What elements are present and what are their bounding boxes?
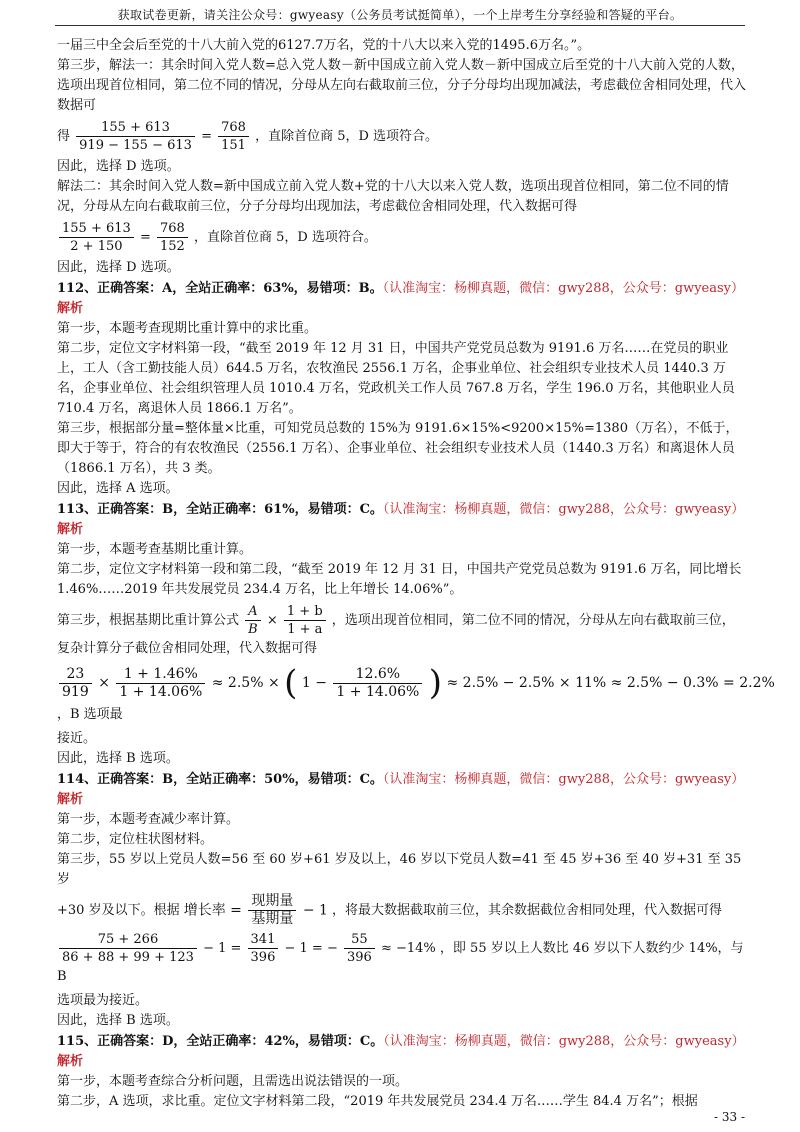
frac-numerator: 1 + b: [284, 603, 326, 621]
minus-one: − 1: [302, 902, 328, 919]
frac-denominator: 152: [159, 239, 185, 254]
q112-heading: [57, 279, 747, 299]
q113-step3: [57, 603, 747, 660]
q113-heading: [57, 500, 747, 520]
q112-step3: 第三步，根据部分量=整体量×比重，可知党员总数的 15%为 9191.6×15%<9200×15%=1380（万名），不低于，即大于等于，符合的有农牧渔民（2556.1 万名）、企事业单位、社会组织专业技术人员（1440.3 万名）和离退休人员（1866.1 万名），共 3 类。: [57, 421, 739, 476]
frac-growth: [284, 603, 326, 638]
q111-sol2: 解法二：其余时间入党人数=新中国成立前入党人数+党的十八大以来入党人数，选项出现首位相同，第二位不同的情况，分母从左向右截取前三位，分子分母均出现加法，考虑截位舍相同处理，代入数据可得: [57, 179, 729, 214]
frac-denominator: 1 + a: [287, 622, 323, 637]
q113-step2: 第二步，定位文字材料第一段和第二段，“截至 2019 年 12 月 31 日，中国共产党党员总数为 9191.6 万名，同比增长 1.46%……2019 年共发展党员 234.4 万名，比上年增长 14.06%”。: [57, 562, 742, 597]
times-sign: ×: [266, 613, 278, 628]
right-paren-icon: ): [428, 663, 443, 703]
minus-one-equals: − 1 =: [203, 941, 242, 956]
q111-frac2-result: [157, 220, 188, 255]
q111-after2: ，直除首位商 5，D 选项符合。: [193, 230, 377, 245]
frac-numerator: 1 + 1.46%: [116, 666, 205, 684]
calc-after: ，即 55 岁以上人数比 46 岁以下人数约少 14%，与 B: [57, 941, 744, 984]
frac-55-396: [344, 931, 375, 966]
q114-therefore: 因此，选择 B 选项。: [57, 1013, 179, 1028]
q114-step3: 第三步，55 岁以上党员人数=56 至 60 岁+61 岁及以上，46 岁以下党员人数=41 至 45 岁+36 至 40 岁+31 至 35 岁: [57, 852, 742, 887]
q111-formula1: [57, 119, 747, 154]
answer-line: 113、正确答案：B，全站正确率：61%，易错项：C。: [57, 502, 383, 517]
q111-after1: ，直除首位商 5，D 选项符合。: [255, 129, 439, 144]
frac-numerator: 23: [59, 666, 92, 684]
header-rule: [55, 25, 745, 26]
q113-calc-math: [57, 663, 775, 703]
answer-line: 114、正确答案：B，全站正确率：50%，易错项：C。: [57, 772, 383, 787]
growth-rate-label: 增长率 =: [183, 902, 242, 919]
q115-jiexi-label: 解析: [57, 1054, 84, 1069]
promo-text: （认准淘宝：杨柳真题，微信：gwy288，公众号：gwyeasy）: [382, 772, 745, 787]
q115-step2: 第二步，A 选项，求比重。定位文字材料第二段，“2019 年共发展党员 234.4 万名……学生 84.4 万名”；根据: [57, 1094, 698, 1109]
frac-denominator: 2 + 150: [70, 239, 123, 254]
q114-jiexi-label: 解析: [57, 792, 84, 807]
step3-suffix: ，选项出现首位相同，第二位不同的情况，分母从左向右截取前三位，复杂计算分子截位舍相同处理，代入数据可得: [57, 613, 735, 656]
left-paren-icon: (: [284, 663, 298, 703]
frac-growth-values: [116, 666, 205, 701]
frac-current-over-base: [248, 893, 296, 928]
q111-step3: 第三步，解法一：其余时间入党人数=总入党人数－新中国成立前入党人数－新中国成立后至党的十八大前入党的人数，选项出现首位相同，第二位不同的情况，分母从左向右截取前三位，分子分母均出现加减法，考虑截位舍相同处理，代入数据可: [57, 58, 747, 113]
frac-sum: [59, 931, 197, 966]
q111-frac1-result: [218, 119, 249, 154]
frac-denominator: 1 + 14.06%: [119, 683, 203, 700]
q111-math1: [74, 119, 251, 154]
frac-341-396: [248, 931, 279, 966]
q115-heading: [57, 1032, 747, 1052]
q111-formula2: [57, 220, 747, 255]
q114-step1: 第一步，本题考查减少率计算。: [57, 812, 240, 827]
q113-jiexi-label: 解析: [57, 522, 84, 537]
approx-result: ≈ −14%: [380, 941, 436, 956]
page-header: 获取试卷更新，请关注公众号：gwyeasy（公务员考试挺简单），一个上岸考生分享经验和答疑的平台。: [117, 8, 683, 22]
step3-prefix: 第三步，根据基期比重计算公式: [57, 613, 240, 628]
base-ratio-formula: [243, 603, 328, 638]
frac-numerator: 12.6%: [333, 666, 422, 684]
q112-therefore: 因此，选择 A 选项。: [57, 481, 179, 496]
q113-step1: 第一步，本题考查基期比重计算。: [57, 542, 253, 557]
promo-text: （认准淘宝：杨柳真题，微信：gwy288，公众号：gwyeasy）: [383, 1034, 745, 1049]
equals-sign: =: [201, 129, 212, 144]
frac-decline: [333, 666, 422, 701]
q111-therefore1: 因此，选择 D 选项。: [57, 159, 180, 174]
step3b-suffix: ，将最大数据截取前三位，其余数据截位舍相同处理，代入数据可得: [332, 903, 723, 918]
page-content: [57, 36, 775, 1112]
q112-step2: 第二步，定位文字材料第一段，“截至 2019 年 12 月 31 日，中国共产党党员总数为 9191.6 万名……在党员的职业上，工人（含工勤技能人员）644.5 万名，农牧渔民 2556.1 万名，企事业单位、社会组织专业技术人员 1440.3 万名，企事业单位、社会组织管理人员 1010.4 万名，党政机关工作人员 767.8 万名，学生 196.0 万名，其他职业人员 710.4 万名，离退休人员 1866.1 万名”。: [57, 341, 735, 416]
q111-de: 得: [57, 129, 71, 144]
frac-a-over-b: [245, 603, 261, 638]
frac-denominator: 919 − 155 − 613: [79, 138, 192, 153]
step3b-prefix: +30 岁及以下。根据: [57, 903, 180, 918]
q114-step2: 第二步，定位柱状图材料。: [57, 832, 214, 847]
q111-math2: [57, 220, 190, 255]
frac-23-919: [59, 666, 92, 701]
approx-result: ≈ 2.5% − 2.5% × 11% ≈ 2.5% − 0.3% = 2.2%: [446, 675, 775, 691]
frac-numerator: 341: [248, 931, 279, 949]
frac-denominator: 396: [347, 950, 372, 965]
q114-step3b: [57, 893, 747, 928]
q115-step1: 第一步，本题考查综合分析问题，且需选出说法错误的一项。: [57, 1074, 409, 1089]
q111-frac1: [76, 119, 195, 154]
q111-frac2: [59, 220, 134, 255]
promo-text: （认准淘宝：杨柳真题，微信：gwy288，公众号：gwyeasy）: [382, 502, 745, 517]
approx-term: ≈ 2.5% ×: [211, 675, 280, 691]
frac-denominator: 151: [221, 138, 246, 153]
equals-sign: =: [139, 230, 151, 245]
minus-one-equals-neg: − 1 = −: [284, 941, 338, 956]
growth-rate-formula: [184, 893, 328, 928]
q114-calc: [57, 931, 747, 988]
q114-heading: [57, 770, 747, 790]
q111-therefore2: 因此，选择 D 选项。: [57, 260, 180, 275]
frac-numerator: 155 + 613: [59, 220, 134, 238]
q114-calc-math: [57, 931, 436, 966]
frac-numerator: 768: [218, 119, 249, 137]
q112-jiexi-label: 解析: [57, 301, 84, 316]
answer-line: 115、正确答案：D，全站正确率：42%，易错项：C。: [57, 1034, 384, 1049]
q113-calc: [57, 663, 775, 726]
q114-after2: 选项最为接近。: [57, 993, 149, 1008]
frac-numerator: A: [245, 603, 261, 621]
frac-denominator: 1 + 14.06%: [336, 683, 420, 700]
frac-denominator: 919: [62, 683, 89, 700]
calc-after: ，B 选项最: [57, 707, 123, 722]
frac-numerator: 现期量: [248, 893, 296, 911]
promo-text: （认准淘宝：杨柳真题，微信：gwy288，公众号：gwyeasy）: [382, 281, 745, 296]
q113-after2: 接近。: [57, 731, 97, 746]
frac-denominator: B: [248, 622, 258, 637]
frac-denominator: 基期量: [251, 911, 294, 927]
one-minus: 1 −: [301, 675, 327, 691]
frac-denominator: 396: [250, 950, 276, 965]
q113-therefore: 因此，选择 B 选项。: [57, 751, 179, 766]
frac-numerator: 768: [157, 220, 188, 238]
q112-step1: 第一步，本题考查现期比重计算中的求比重。: [57, 321, 318, 336]
times-sign: ×: [98, 675, 110, 691]
q111-line0: 一届三中全会后至党的十八大前入党的6127.7万名，党的十八大以来入党的1495.6万名。”。: [57, 38, 591, 53]
page-number: - 33 -: [713, 1110, 745, 1124]
answer-line: 112、正确答案：A，全站正确率：63%，易错项：B。: [57, 281, 383, 296]
frac-numerator: 155 + 613: [76, 119, 195, 137]
frac-numerator: 55: [344, 931, 375, 949]
frac-numerator: 75 + 266: [59, 931, 197, 949]
frac-denominator: 86 + 88 + 99 + 123: [62, 950, 194, 965]
